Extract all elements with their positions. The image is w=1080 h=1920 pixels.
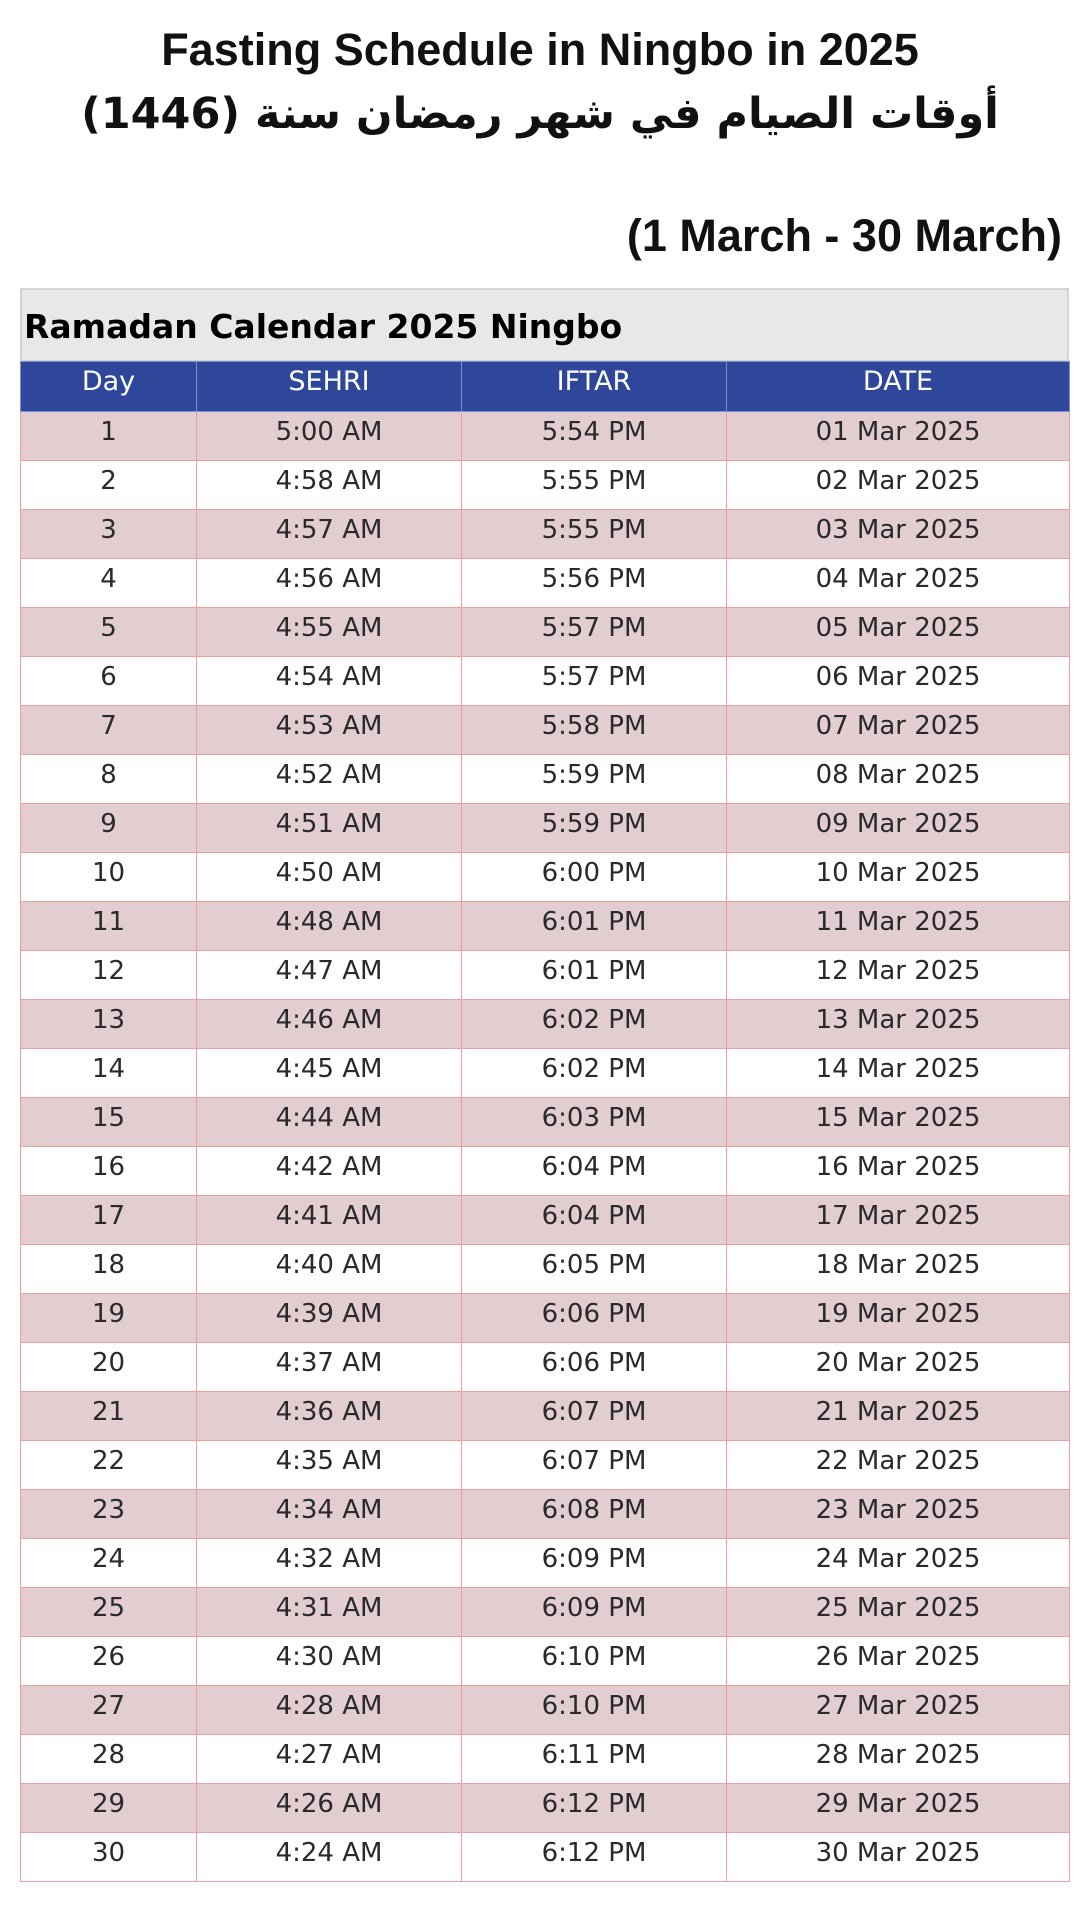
table-row	[21, 1392, 1070, 1441]
arabic-title: أوقات الصيام في شهر رمضان سنة (1446)	[81, 89, 999, 139]
iftar-cell: 6:09 PM	[462, 1588, 727, 1637]
iftar-cell: 6:12 PM	[462, 1784, 727, 1833]
sehri-cell: 4:53 AM	[197, 706, 462, 755]
table-row	[21, 755, 1070, 804]
day-cell: 3	[21, 510, 197, 559]
date-cell: 21 Mar 2025	[727, 1392, 1070, 1441]
day-cell: 18	[21, 1245, 197, 1294]
day-cell: 11	[21, 902, 197, 951]
table-row	[21, 510, 1070, 559]
day-cell: 22	[21, 1441, 197, 1490]
day-cell: 1	[21, 412, 197, 461]
day-cell: 5	[21, 608, 197, 657]
date-cell: 13 Mar 2025	[727, 1000, 1070, 1049]
date-cell: 28 Mar 2025	[727, 1735, 1070, 1784]
schedule-table	[20, 361, 1070, 1882]
date-cell: 26 Mar 2025	[727, 1637, 1070, 1686]
table-row	[21, 1539, 1070, 1588]
table-row	[21, 1686, 1070, 1735]
header-day: Day	[21, 362, 197, 412]
date-cell: 08 Mar 2025	[727, 755, 1070, 804]
date-cell: 27 Mar 2025	[727, 1686, 1070, 1735]
iftar-cell: 5:56 PM	[462, 559, 727, 608]
day-cell: 30	[21, 1833, 197, 1882]
iftar-cell: 6:03 PM	[462, 1098, 727, 1147]
day-cell: 7	[21, 706, 197, 755]
sehri-cell: 4:56 AM	[197, 559, 462, 608]
day-cell: 23	[21, 1490, 197, 1539]
table-row	[21, 1784, 1070, 1833]
date-cell: 18 Mar 2025	[727, 1245, 1070, 1294]
iftar-cell: 6:02 PM	[462, 1049, 727, 1098]
day-cell: 4	[21, 559, 197, 608]
table-row	[21, 1000, 1070, 1049]
table-row	[21, 1245, 1070, 1294]
date-cell: 10 Mar 2025	[727, 853, 1070, 902]
iftar-cell: 6:01 PM	[462, 902, 727, 951]
iftar-cell: 6:12 PM	[462, 1833, 727, 1882]
iftar-cell: 6:04 PM	[462, 1196, 727, 1245]
iftar-cell: 6:08 PM	[462, 1490, 727, 1539]
table-row	[21, 804, 1070, 853]
sehri-cell: 4:47 AM	[197, 951, 462, 1000]
header-date: DATE	[727, 362, 1070, 412]
date-cell: 19 Mar 2025	[727, 1294, 1070, 1343]
table-row	[21, 1490, 1070, 1539]
sehri-cell: 4:54 AM	[197, 657, 462, 706]
iftar-cell: 5:57 PM	[462, 608, 727, 657]
date-cell: 23 Mar 2025	[727, 1490, 1070, 1539]
iftar-cell: 6:00 PM	[462, 853, 727, 902]
date-cell: 29 Mar 2025	[727, 1784, 1070, 1833]
table-row	[21, 1294, 1070, 1343]
date-cell: 11 Mar 2025	[727, 902, 1070, 951]
sehri-cell: 4:50 AM	[197, 853, 462, 902]
table-row	[21, 1098, 1070, 1147]
day-cell: 13	[21, 1000, 197, 1049]
table-row	[21, 461, 1070, 510]
day-cell: 6	[21, 657, 197, 706]
schedule-rows	[21, 412, 1070, 1882]
sehri-cell: 4:41 AM	[197, 1196, 462, 1245]
iftar-cell: 5:58 PM	[462, 706, 727, 755]
iftar-cell: 6:06 PM	[462, 1294, 727, 1343]
iftar-cell: 5:59 PM	[462, 804, 727, 853]
sehri-cell: 4:28 AM	[197, 1686, 462, 1735]
iftar-cell: 6:11 PM	[462, 1735, 727, 1784]
table-row	[21, 853, 1070, 902]
day-cell: 21	[21, 1392, 197, 1441]
day-cell: 25	[21, 1588, 197, 1637]
day-cell: 26	[21, 1637, 197, 1686]
date-cell: 06 Mar 2025	[727, 657, 1070, 706]
date-cell: 20 Mar 2025	[727, 1343, 1070, 1392]
table-row	[21, 902, 1070, 951]
day-cell: 2	[21, 461, 197, 510]
day-cell: 12	[21, 951, 197, 1000]
iftar-cell: 6:07 PM	[462, 1441, 727, 1490]
table-row	[21, 608, 1070, 657]
sehri-cell: 4:31 AM	[197, 1588, 462, 1637]
date-cell: 17 Mar 2025	[727, 1196, 1070, 1245]
sehri-cell: 4:34 AM	[197, 1490, 462, 1539]
date-cell: 09 Mar 2025	[727, 804, 1070, 853]
iftar-cell: 6:04 PM	[462, 1147, 727, 1196]
sehri-cell: 4:36 AM	[197, 1392, 462, 1441]
table-row	[21, 951, 1070, 1000]
page-title: Fasting Schedule in Ningbo in 2025	[161, 24, 919, 75]
iftar-cell: 6:06 PM	[462, 1343, 727, 1392]
table-row	[21, 1049, 1070, 1098]
date-cell: 05 Mar 2025	[727, 608, 1070, 657]
day-cell: 10	[21, 853, 197, 902]
iftar-cell: 6:07 PM	[462, 1392, 727, 1441]
date-cell: 15 Mar 2025	[727, 1098, 1070, 1147]
calendar-caption: Ramadan Calendar 2025 Ningbo	[22, 290, 1067, 361]
table-row	[21, 706, 1070, 755]
iftar-cell: 6:05 PM	[462, 1245, 727, 1294]
iftar-cell: 5:57 PM	[462, 657, 727, 706]
table-row	[21, 412, 1070, 461]
table-row	[21, 1735, 1070, 1784]
sehri-cell: 4:52 AM	[197, 755, 462, 804]
header-iftar: IFTAR	[462, 362, 727, 412]
day-cell: 19	[21, 1294, 197, 1343]
iftar-cell: 6:01 PM	[462, 951, 727, 1000]
sehri-cell: 4:58 AM	[197, 461, 462, 510]
day-cell: 24	[21, 1539, 197, 1588]
sehri-cell: 5:00 AM	[197, 412, 462, 461]
sehri-cell: 4:45 AM	[197, 1049, 462, 1098]
sehri-cell: 4:55 AM	[197, 608, 462, 657]
header-sehri: SEHRI	[197, 362, 462, 412]
iftar-cell: 5:54 PM	[462, 412, 727, 461]
day-cell: 16	[21, 1147, 197, 1196]
table-row	[21, 1588, 1070, 1637]
date-cell: 14 Mar 2025	[727, 1049, 1070, 1098]
sehri-cell: 4:46 AM	[197, 1000, 462, 1049]
date-cell: 01 Mar 2025	[727, 412, 1070, 461]
sehri-cell: 4:35 AM	[197, 1441, 462, 1490]
sehri-cell: 4:57 AM	[197, 510, 462, 559]
sehri-cell: 4:42 AM	[197, 1147, 462, 1196]
day-cell: 15	[21, 1098, 197, 1147]
table-row	[21, 1441, 1070, 1490]
sehri-cell: 4:37 AM	[197, 1343, 462, 1392]
sehri-cell: 4:26 AM	[197, 1784, 462, 1833]
iftar-cell: 6:02 PM	[462, 1000, 727, 1049]
day-cell: 9	[21, 804, 197, 853]
table-row	[21, 1343, 1070, 1392]
sehri-cell: 4:48 AM	[197, 902, 462, 951]
day-cell: 28	[21, 1735, 197, 1784]
date-cell: 04 Mar 2025	[727, 559, 1070, 608]
iftar-cell: 6:10 PM	[462, 1637, 727, 1686]
header-row	[21, 362, 1070, 412]
sehri-cell: 4:44 AM	[197, 1098, 462, 1147]
sehri-cell: 4:39 AM	[197, 1294, 462, 1343]
table-row	[21, 1147, 1070, 1196]
iftar-cell: 6:09 PM	[462, 1539, 727, 1588]
day-cell: 14	[21, 1049, 197, 1098]
date-cell: 22 Mar 2025	[727, 1441, 1070, 1490]
ramadan-calendar	[20, 288, 1069, 1882]
date-cell: 25 Mar 2025	[727, 1588, 1070, 1637]
table-row	[21, 1196, 1070, 1245]
day-cell: 29	[21, 1784, 197, 1833]
sehri-cell: 4:27 AM	[197, 1735, 462, 1784]
date-cell: 12 Mar 2025	[727, 951, 1070, 1000]
date-cell: 24 Mar 2025	[727, 1539, 1070, 1588]
iftar-cell: 5:55 PM	[462, 510, 727, 559]
iftar-cell: 5:59 PM	[462, 755, 727, 804]
date-range: (1 March - 30 March)	[626, 210, 1062, 261]
table-row	[21, 559, 1070, 608]
table-row	[21, 1637, 1070, 1686]
table-row	[21, 1833, 1070, 1882]
day-cell: 20	[21, 1343, 197, 1392]
date-cell: 07 Mar 2025	[727, 706, 1070, 755]
day-cell: 17	[21, 1196, 197, 1245]
date-cell: 30 Mar 2025	[727, 1833, 1070, 1882]
date-cell: 03 Mar 2025	[727, 510, 1070, 559]
day-cell: 27	[21, 1686, 197, 1735]
day-cell: 8	[21, 755, 197, 804]
sehri-cell: 4:40 AM	[197, 1245, 462, 1294]
date-cell: 02 Mar 2025	[727, 461, 1070, 510]
table-row	[21, 657, 1070, 706]
sehri-cell: 4:51 AM	[197, 804, 462, 853]
iftar-cell: 5:55 PM	[462, 461, 727, 510]
date-cell: 16 Mar 2025	[727, 1147, 1070, 1196]
sehri-cell: 4:24 AM	[197, 1833, 462, 1882]
iftar-cell: 6:10 PM	[462, 1686, 727, 1735]
sehri-cell: 4:32 AM	[197, 1539, 462, 1588]
sehri-cell: 4:30 AM	[197, 1637, 462, 1686]
